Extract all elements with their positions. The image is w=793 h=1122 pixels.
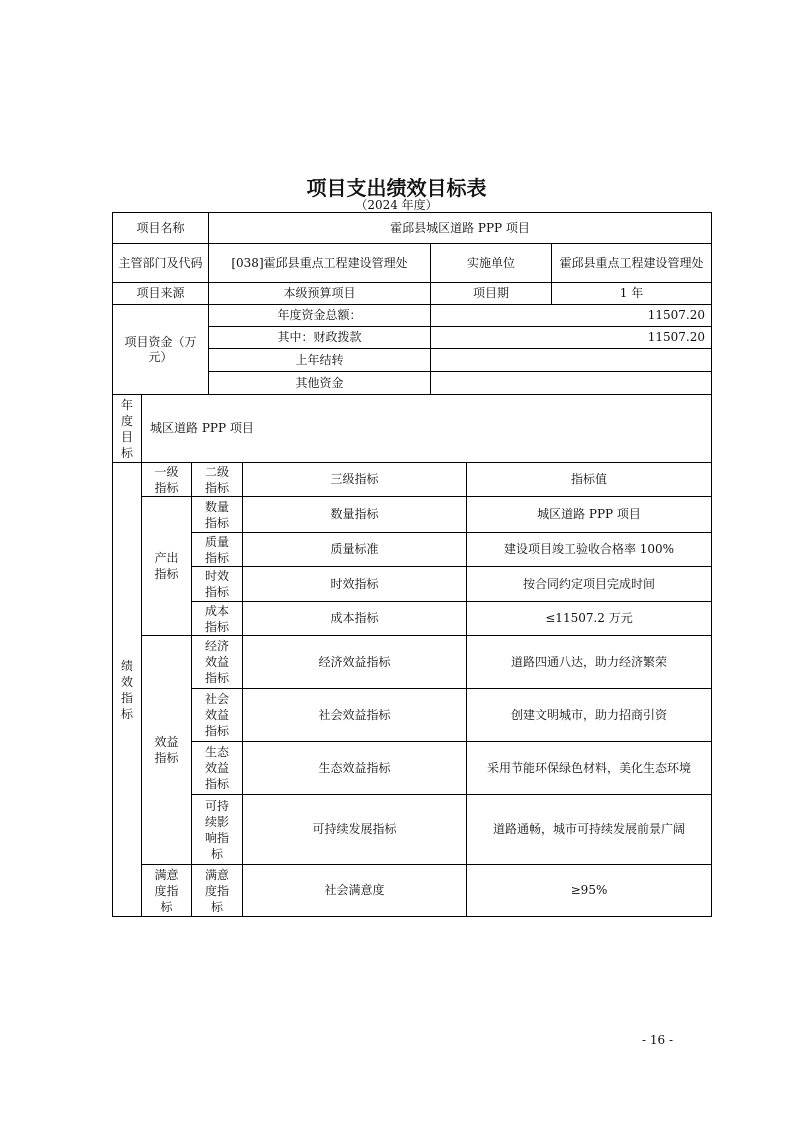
header-value: 指标值 [467,463,712,497]
l3-cell: 质量标准 [243,533,467,567]
period-value: 1 年 [552,283,712,305]
l1-satisfaction: 满意度指标 [142,865,192,917]
l3-cell: 社会效益指标 [243,689,467,742]
table-row [113,305,712,327]
funds-row-value [431,349,712,372]
project-name-value: 霍邱县城区道路 PPP 项目 [209,213,712,244]
goal-value: 城区道路 PPP 项目 [142,395,712,463]
impl-label: 实施单位 [431,244,552,283]
funds-label: 项目资金（万元） [113,305,209,395]
funds-row-label: 年度资金总额： [209,305,431,327]
l2-cell: 可持续影响指标 [192,795,243,865]
l3-cell: 可持续发展指标 [243,795,467,865]
table-row [113,395,712,463]
project-name-label: 项目名称 [113,213,209,244]
l3-cell: 社会满意度 [243,865,467,917]
performance-label: 绩效指标 [113,463,142,917]
l2-cell: 时效指标 [192,567,243,602]
table-row [113,213,712,244]
dept-value: [038]霍邱县重点工程建设管理处 [209,244,431,283]
l2-cell: 数量指标 [192,497,243,533]
value-cell: ≥95% [467,865,712,917]
l1-benefit: 效益指标 [142,636,192,865]
source-value: 本级预算项目 [209,283,431,305]
l2-cell: 社会效益指标 [192,689,243,742]
table-row [113,689,712,742]
funds-row-value: 11507.20 [431,305,712,327]
table-row [113,742,712,795]
performance-target-table [112,212,712,917]
header-l3: 三级指标 [243,463,467,497]
value-cell: ≤11507.2 万元 [467,602,712,636]
table-row [113,636,712,689]
funds-row-label: 其中：财政拨款 [209,327,431,349]
table-row [113,283,712,305]
l2-cell: 满意度指标 [192,865,243,917]
header-l2: 二级指标 [192,463,243,497]
value-cell: 城区道路 PPP 项目 [467,497,712,533]
l1-output: 产出指标 [142,497,192,636]
funds-row-label: 上年结转 [209,349,431,372]
table-row [113,567,712,602]
value-cell: 道路四通八达，助力经济繁荣 [467,636,712,689]
source-label: 项目来源 [113,283,209,305]
page-title: 项目支出绩效目标表 [306,176,487,200]
period-label: 项目期 [431,283,552,305]
table-row [113,533,712,567]
value-cell: 道路通畅，城市可持续发展前景广阔 [467,795,712,865]
table-row [113,463,712,497]
l2-cell: 经济效益指标 [192,636,243,689]
table-row [113,865,712,917]
table-row [113,244,712,283]
funds-row-label: 其他资金 [209,372,431,395]
l2-cell: 成本指标 [192,602,243,636]
l3-cell: 数量指标 [243,497,467,533]
page-subtitle: （2024 年度） [355,198,438,212]
value-cell: 建设项目竣工验收合格率 100% [467,533,712,567]
table-row [113,602,712,636]
l3-cell: 生态效益指标 [243,742,467,795]
l3-cell: 经济效益指标 [243,636,467,689]
page-number: - 16 - [641,1033,673,1047]
impl-value: 霍邱县重点工程建设管理处 [552,244,712,283]
value-cell: 创建文明城市，助力招商引资 [467,689,712,742]
dept-label: 主管部门及代码 [113,244,209,283]
l3-cell: 时效指标 [243,567,467,602]
funds-row-value: 11507.20 [431,327,712,349]
table-row [113,497,712,533]
value-cell: 采用节能环保绿色材料，美化生态环境 [467,742,712,795]
l2-cell: 生态效益指标 [192,742,243,795]
l3-cell: 成本指标 [243,602,467,636]
funds-row-value [431,372,712,395]
table-row [113,795,712,865]
header-l1: 一级指标 [142,463,192,497]
value-cell: 按合同约定项目完成时间 [467,567,712,602]
l2-cell: 质量指标 [192,533,243,567]
goal-label: 年度目标 [113,395,142,463]
